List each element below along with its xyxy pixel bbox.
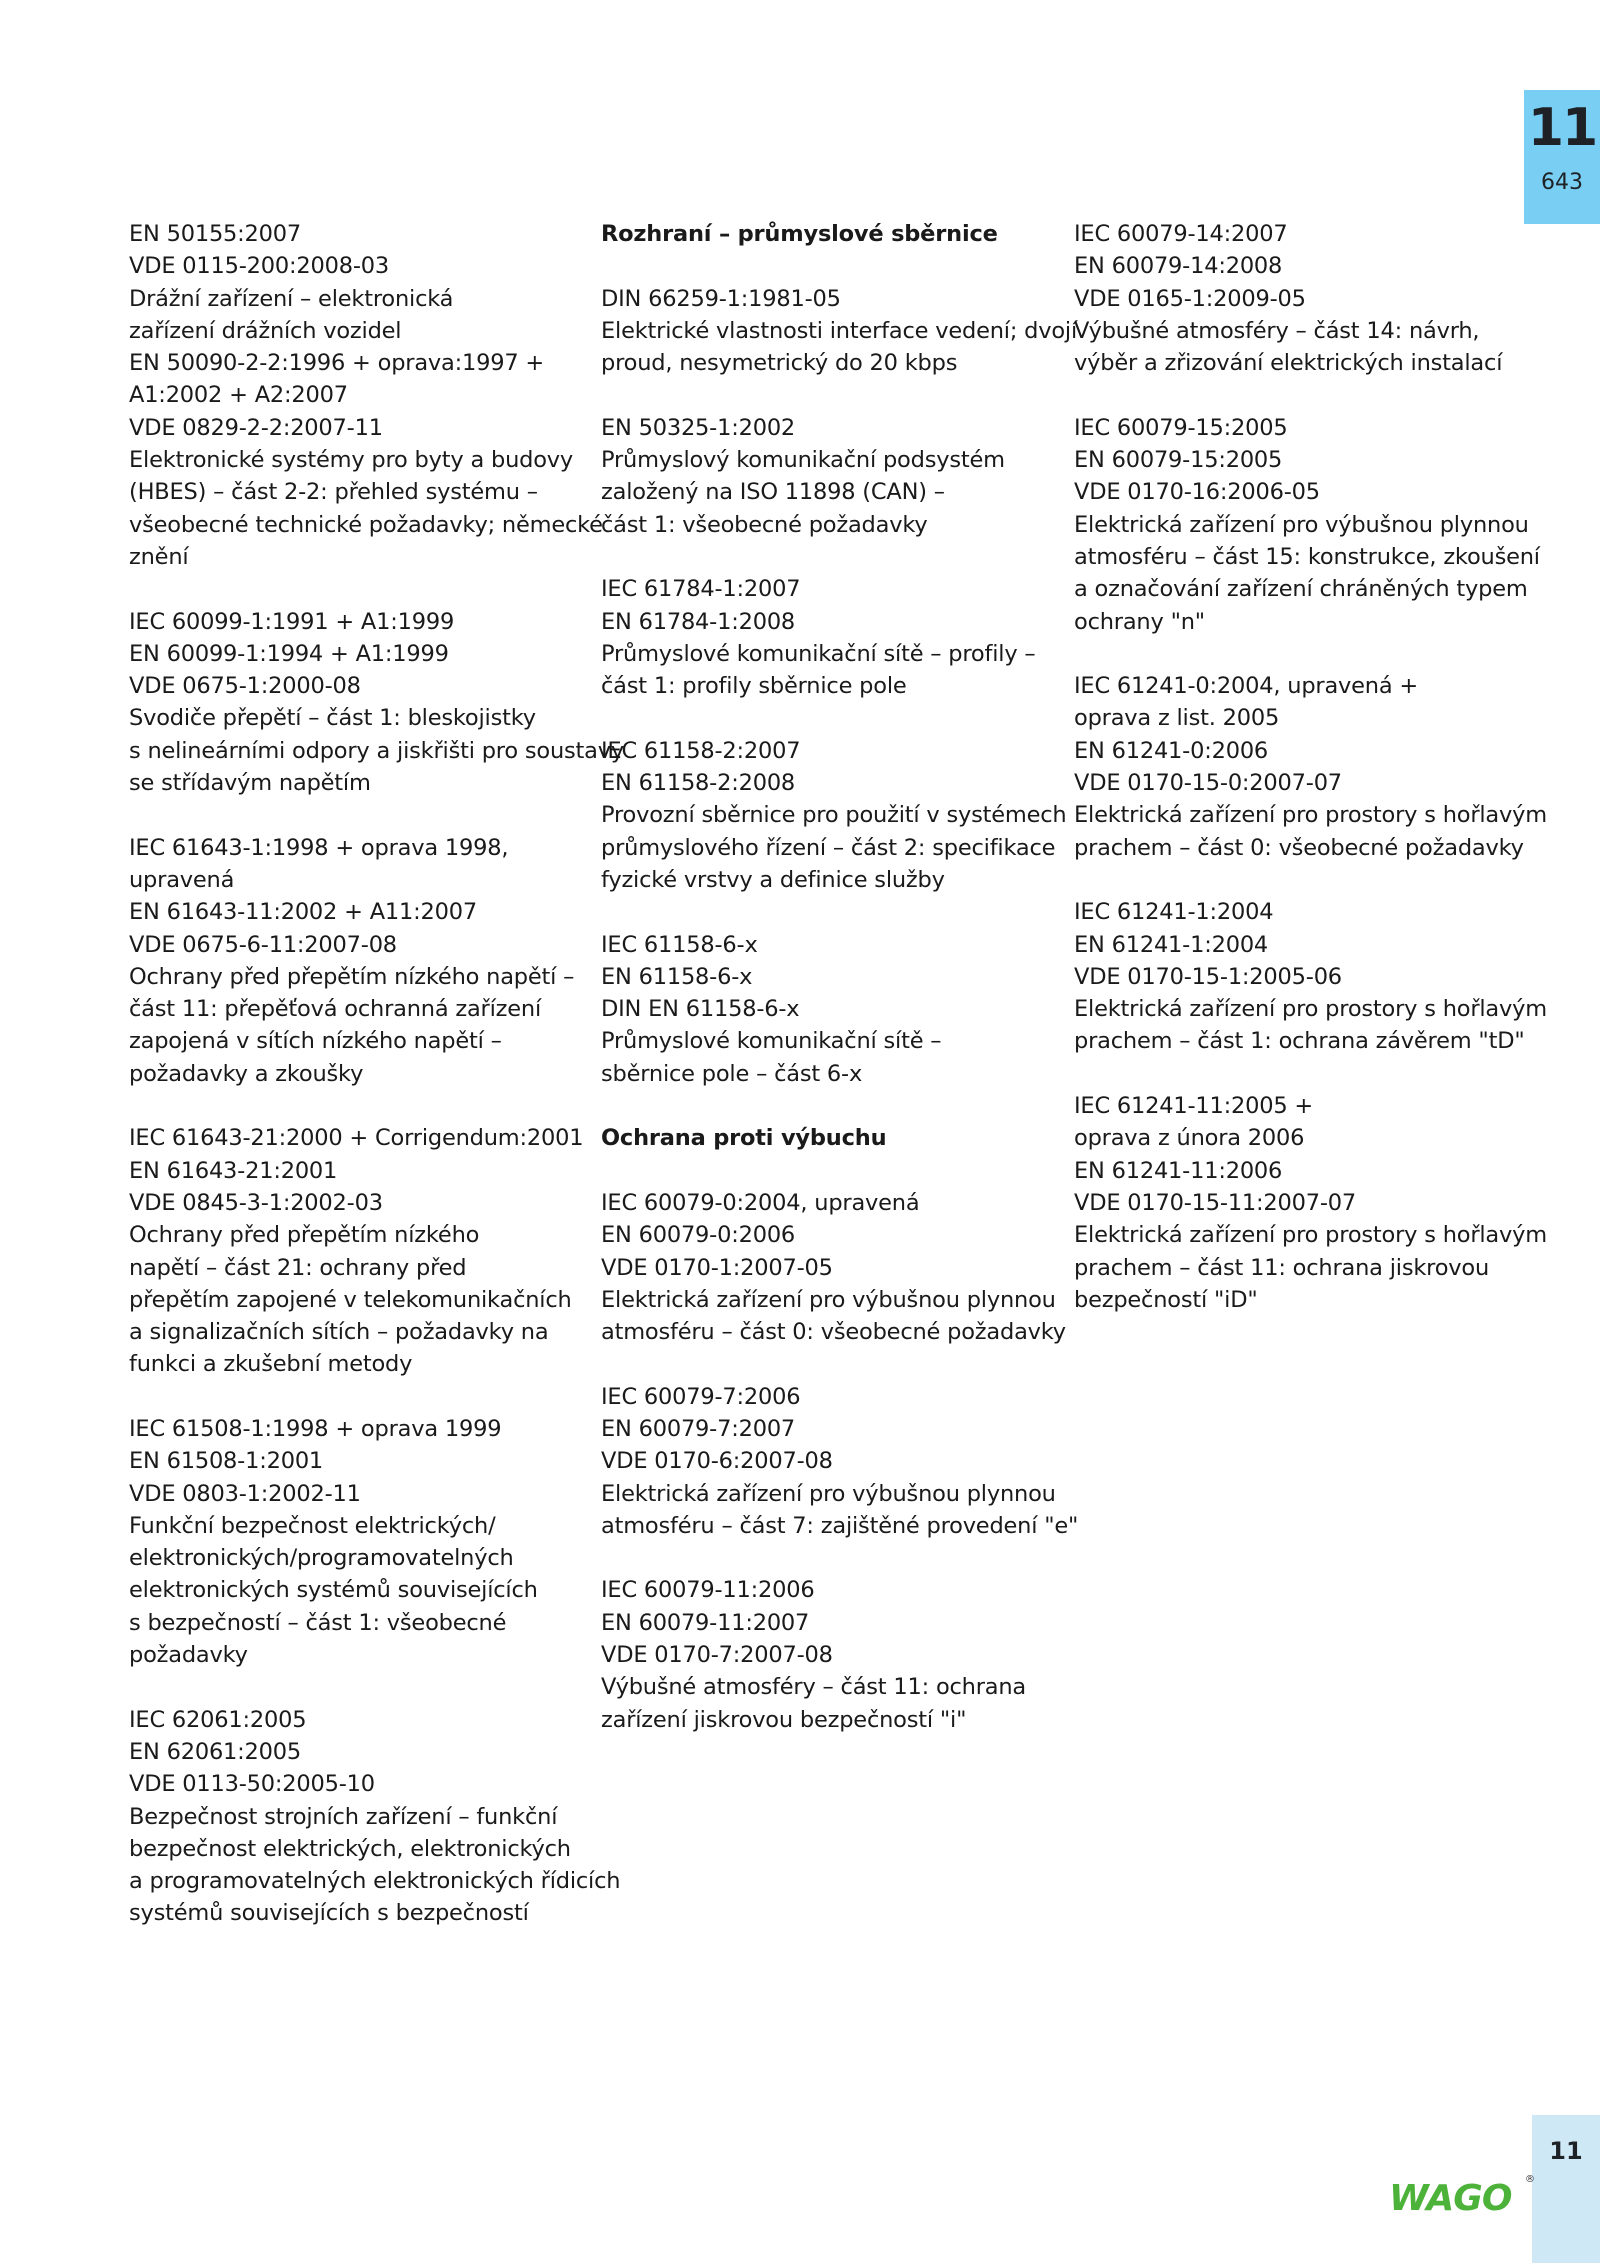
standard-entry [601, 573, 1041, 702]
entry-line: Elektronické systémy pro byty a budovy [129, 447, 574, 474]
entry-line: s nelineárními odpory a jiskřišti pro soustavy [129, 737, 624, 764]
entry-line: Svodiče přepětí – část 1: bleskojistky [129, 705, 536, 732]
entry-line: VDE 0170-15-1:2005-06 [1074, 963, 1342, 990]
entry-line: a označování zařízení chráněných typem [1074, 576, 1528, 603]
standard-entry [129, 218, 603, 573]
entry-line: výběr a zřizování elektrických instalací [1074, 350, 1503, 377]
explosion-standards [601, 1187, 1079, 1736]
entry-line: IEC 61784-1:2007 [601, 576, 801, 603]
entry-line: prachem – část 11: ochrana jiskrovou [1074, 1254, 1490, 1281]
entry-line: EN 62061:2005 [129, 1738, 302, 1765]
chapter-number: 11 [1527, 98, 1597, 158]
column-3 [1074, 218, 1547, 1348]
entry-line: systémů souvisejících s bezpečností [129, 1900, 529, 1927]
entry-line: EN 61643-21:2001 [129, 1157, 338, 1184]
fieldbus-standards [601, 283, 1078, 1090]
entry-line: zařízení jiskrovou bezpečností "i" [601, 1706, 967, 1733]
entry-line: prachem – část 0: všeobecné požadavky [1074, 834, 1524, 861]
entry-line: požadavky [129, 1642, 248, 1669]
entry-line: VDE 0845-3-1:2002-03 [129, 1189, 383, 1216]
footer-chapter-number: 11 [1549, 2137, 1583, 2165]
entry-line: bezpečnost elektrických, elektronických [129, 1835, 571, 1862]
entry-line: Elektrická zařízení pro výbušnou plynnou [1074, 511, 1529, 538]
standard-entry [601, 1381, 1079, 1542]
wago-logo [1389, 2174, 1535, 2216]
entry-line: Elektrické vlastnosti interface vedení; dvojí [601, 317, 1078, 344]
entry-line: EN 61241-11:2006 [1074, 1157, 1283, 1184]
entry-line: ochrany "n" [1074, 608, 1205, 635]
entry-line: Elektrická zařízení pro prostory s hořlavým [1074, 1222, 1547, 1249]
standard-entry [129, 606, 624, 800]
entry-line: IEC 60099-1:1991 + A1:1999 [129, 608, 455, 635]
entry-line: VDE 0170-6:2007-08 [601, 1448, 833, 1475]
entry-line: IEC 60079-15:2005 [1074, 414, 1288, 441]
entry-line: znění [129, 543, 189, 570]
entry-line: proud, nesymetrický do 20 kbps [601, 350, 958, 377]
entry-line: založený na ISO 11898 (CAN) – [601, 479, 945, 506]
entry-line: IEC 61158-6-x [601, 931, 758, 958]
standard-entry [1074, 412, 1540, 638]
entry-line: Ochrany před přepětím nízkého [129, 1222, 480, 1249]
entry-line: IEC 61158-2:2007 [601, 737, 801, 764]
entry-line: Výbušné atmosféry – část 14: návrh, [1074, 317, 1480, 344]
entry-line: VDE 0170-15-0:2007-07 [1074, 770, 1342, 797]
entry-line: zařízení drážních vozidel [129, 317, 402, 344]
entry-line: sběrnice pole – část 6-x [601, 1060, 863, 1087]
entry-line: EN 50090-2-2:1996 + oprava:1997 + [129, 350, 545, 377]
section-heading-fieldbus: Rozhraní – průmyslové sběrnice [601, 221, 998, 247]
entry-line: VDE 0675-1:2000-08 [129, 673, 361, 700]
entry-line: atmosféru – část 15: konstrukce, zkoušení [1074, 543, 1540, 570]
entry-line: VDE 0803-1:2002-11 [129, 1480, 361, 1507]
entry-line: VDE 0170-16:2006-05 [1074, 479, 1320, 506]
entry-line: Průmyslové komunikační sítě – [601, 1028, 942, 1055]
entry-line: EN 61241-1:2004 [1074, 931, 1269, 958]
entry-line: se střídavým napětím [129, 770, 371, 797]
entry-line: VDE 0170-7:2007-08 [601, 1642, 833, 1669]
standard-entry [601, 283, 1078, 380]
entry-line: A1:2002 + A2:2007 [129, 382, 348, 409]
entry-line: IEC 61241-1:2004 [1074, 899, 1274, 926]
entry-line: IEC 61241-11:2005 + [1074, 1093, 1314, 1120]
entry-line: EN 60079-0:2006 [601, 1222, 796, 1249]
entry-line: část 11: přepěťová ochranná zařízení [129, 996, 542, 1023]
entry-line: Provozní sběrnice pro použití v systémech [601, 802, 1067, 829]
standard-entry [601, 735, 1067, 896]
entry-line: Bezpečnost strojních zařízení – funkční [129, 1803, 558, 1830]
standard-entry [601, 1574, 1041, 1735]
entry-line: část 1: všeobecné požadavky [601, 511, 928, 538]
entry-line: bezpečností "iD" [1074, 1286, 1258, 1313]
entry-line: zapojená v sítích nízkého napětí – [129, 1028, 502, 1055]
entry-line: VDE 0165-1:2009-05 [1074, 285, 1306, 312]
standard-entry [601, 929, 1041, 1090]
entry-line: EN 60079-11:2007 [601, 1609, 810, 1636]
standard-entry [601, 412, 1041, 541]
footer-chapter-tab [1532, 2115, 1600, 2263]
entry-line: s bezpečností – část 1: všeobecné [129, 1609, 507, 1636]
registered-mark: ® [1525, 2174, 1535, 2185]
entry-line: DIN EN 61158-6-x [601, 996, 800, 1023]
entry-line: všeobecné technické požadavky; německé [129, 511, 603, 538]
entry-line: přepětím zapojené v telekomunikačních [129, 1286, 572, 1313]
entry-line: atmosféru – část 7: zajištěné provedení "e" [601, 1512, 1079, 1539]
entry-line: VDE 0170-15-11:2007-07 [1074, 1189, 1357, 1216]
entry-line: EN 60079-15:2005 [1074, 447, 1283, 474]
entry-line: EN 61508-1:2001 [129, 1448, 324, 1475]
entry-line: IEC 61508-1:1998 + oprava 1999 [129, 1415, 502, 1442]
entry-line: (HBES) – část 2-2: přehled systému – [129, 479, 538, 506]
entry-line: napětí – část 21: ochrany před [129, 1254, 467, 1281]
entry-line: DIN 66259-1:1981-05 [601, 285, 841, 312]
standard-entry [129, 1413, 589, 1671]
entry-line: Drážní zařízení – elektronická [129, 285, 454, 312]
entry-line: IEC 61241-0:2004, upravená + [1074, 673, 1419, 700]
standard-entry [129, 1704, 621, 1930]
wago-logo-text: WAGO [1389, 2178, 1512, 2216]
entry-line: VDE 0113-50:2005-10 [129, 1771, 375, 1798]
column-1 [129, 218, 624, 1962]
entry-line: VDE 0829-2-2:2007-11 [129, 414, 383, 441]
entry-line: EN 61241-0:2006 [1074, 737, 1269, 764]
entry-line: VDE 0115-200:2008-03 [129, 253, 390, 280]
entry-line: Elektrická zařízení pro prostory s hořlavým [1074, 996, 1547, 1023]
entry-line: fyzické vrstvy a definice služby [601, 866, 945, 893]
entry-line: EN 60079-14:2008 [1074, 253, 1283, 280]
entry-line: EN 50325-1:2002 [601, 414, 796, 441]
entry-line: a programovatelných elektronických řídicích [129, 1868, 621, 1895]
standard-entry [129, 1122, 589, 1380]
entry-line: prachem – část 1: ochrana závěrem "tD" [1074, 1028, 1525, 1055]
entry-line: Elektrická zařízení pro výbušnou plynnou [601, 1480, 1056, 1507]
standard-entry [1074, 218, 1534, 379]
entry-line: EN 61784-1:2008 [601, 608, 796, 635]
chapter-tab [1524, 90, 1600, 224]
entry-line: funkci a zkušební metody [129, 1351, 413, 1378]
entry-line: a signalizačních sítích – požadavky na [129, 1319, 549, 1346]
entry-line: Výbušné atmosféry – část 11: ochrana [601, 1674, 1027, 1701]
entry-line: IEC 60079-0:2004, upravená [601, 1189, 920, 1216]
standard-entry [601, 1187, 1066, 1348]
entry-line: EN 61158-6-x [601, 963, 753, 990]
entry-line: požadavky a zkoušky [129, 1060, 364, 1087]
entry-line: elektronických/programovatelných [129, 1545, 514, 1572]
entry-line: Elektrická zařízení pro prostory s hořlavým [1074, 802, 1547, 829]
wago-logo-mark [1389, 2178, 1529, 2216]
entry-line: Funkční bezpečnost elektrických/ [129, 1512, 496, 1539]
entry-line: Průmyslové komunikační sítě – profily – [601, 640, 1036, 667]
entry-line: IEC 60079-14:2007 [1074, 221, 1288, 247]
entry-line: IEC 60079-7:2006 [601, 1383, 801, 1410]
entry-line: EN 61643-11:2002 + A11:2007 [129, 899, 477, 926]
entry-line: IEC 61643-1:1998 + oprava 1998, [129, 834, 509, 861]
section-heading-explosion: Ochrana proti výbuchu [601, 1125, 887, 1152]
entry-line: elektronických systémů souvisejících [129, 1577, 538, 1604]
entry-line: Elektrická zařízení pro výbušnou plynnou [601, 1286, 1056, 1313]
entry-line: oprava z února 2006 [1074, 1125, 1305, 1152]
entry-line: EN 50155:2007 [129, 221, 302, 247]
entry-line: Průmyslový komunikační podsystém [601, 447, 1005, 474]
column-2 [601, 218, 1079, 1768]
entry-line: atmosféru – část 0: všeobecné požadavky [601, 1319, 1066, 1346]
standard-entry [1074, 896, 1547, 1057]
standard-entry [1074, 670, 1547, 864]
entry-line: EN 61158-2:2008 [601, 770, 796, 797]
entry-line: průmyslového řízení – část 2: specifikace [601, 834, 1056, 861]
entry-line: oprava z list. 2005 [1074, 705, 1280, 732]
standard-entry [1074, 1090, 1547, 1316]
entry-line: upravená [129, 866, 235, 893]
page-number: 643 [1541, 170, 1583, 195]
standard-entry [129, 832, 589, 1090]
entry-line: VDE 0675-6-11:2007-08 [129, 931, 397, 958]
entry-line: IEC 62061:2005 [129, 1706, 307, 1733]
entry-line: EN 60099-1:1994 + A1:1999 [129, 640, 449, 667]
entry-line: Ochrany před přepětím nízkého napětí – [129, 963, 575, 990]
entry-line: VDE 0170-1:2007-05 [601, 1254, 833, 1281]
entry-line: EN 60079-7:2007 [601, 1415, 796, 1442]
entry-line: část 1: profily sběrnice pole [601, 673, 907, 700]
entry-line: IEC 60079-11:2006 [601, 1577, 815, 1604]
entry-line: IEC 61643-21:2000 + Corrigendum:2001 [129, 1125, 584, 1152]
